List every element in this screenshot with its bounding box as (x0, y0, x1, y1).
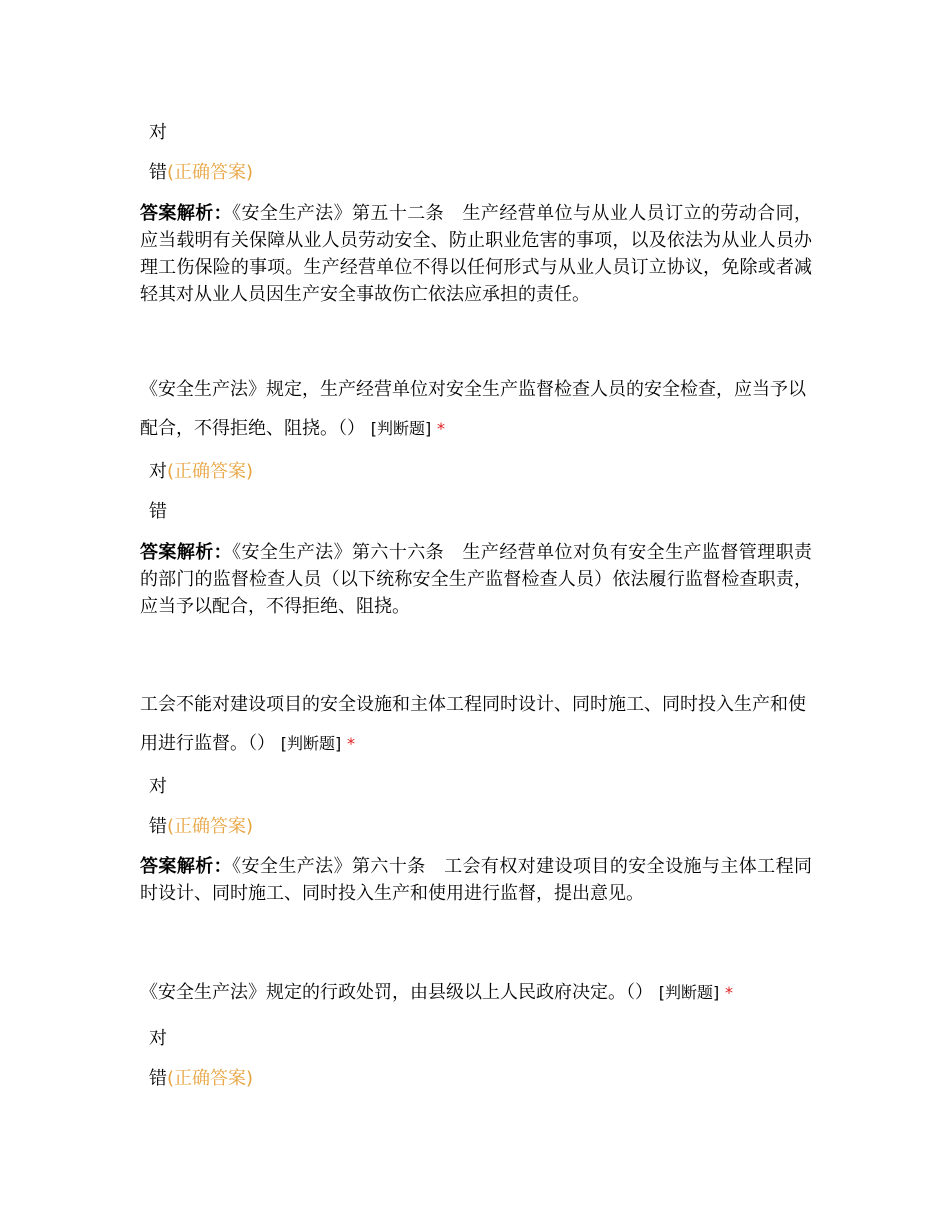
answer-analysis (140, 853, 812, 907)
question-text (140, 685, 812, 763)
option-label: 对 (149, 776, 167, 797)
required-mark: * (346, 734, 355, 753)
option-label: 对 (149, 461, 167, 482)
option[interactable] (140, 1027, 812, 1051)
analysis-text: 《安全生产法》第六十六条 生产经营单位对负有安全生产监督管理职责的部门的监督检查人员（以下统称安全生产监督检查人员）依法履行监督检查职责，应当予以配合，不得拒绝、阻挠。 (140, 542, 813, 617)
analysis-label: 答案解析： (140, 856, 233, 877)
question-type: [判断题] (658, 983, 720, 1002)
option[interactable] (140, 1067, 812, 1091)
question-stem: 《安全生产法》规定的行政处罚，由县级以上人民政府决定。（） (140, 982, 653, 1003)
analysis-text: 《安全生产法》第六十条 工会有权对建设项目的安全设施与主体工程同时设计、同时施工、同时投入生产和使用进行监督，提出意见。 (140, 856, 813, 904)
option-label: 错 (149, 501, 167, 522)
answer-analysis (140, 539, 812, 620)
option-label: 对 (149, 1028, 167, 1049)
option[interactable] (140, 775, 812, 799)
question-stem: 《安全生产法》规定，生产经营单位对安全生产监督检查人员的安全检查，应当予以配合，不得拒绝、阻挠。（） (140, 379, 806, 439)
required-mark: * (724, 983, 733, 1002)
correct-answer-tag: (正确答案) (167, 162, 254, 183)
question-type: [判断题] (280, 734, 342, 753)
option[interactable] (140, 121, 812, 145)
option-label: 错 (149, 816, 167, 837)
analysis-label: 答案解析： (140, 542, 233, 563)
option-label: 错 (149, 162, 167, 183)
option[interactable] (140, 460, 812, 484)
option-label: 对 (149, 122, 167, 143)
correct-answer-tag: (正确答案) (167, 1068, 254, 1089)
option[interactable] (140, 161, 812, 185)
question-stem: 工会不能对建设项目的安全设施和主体工程同时设计、同时施工、同时投入生产和使用进行监督。（） (140, 694, 806, 754)
question-text (140, 973, 812, 1012)
option[interactable] (140, 815, 812, 839)
option[interactable] (140, 500, 812, 524)
question-text (140, 370, 812, 448)
analysis-label: 答案解析： (140, 203, 233, 224)
question-type: [判断题] (370, 419, 432, 438)
option-label: 错 (149, 1068, 167, 1089)
correct-answer-tag: (正确答案) (167, 461, 254, 482)
required-mark: * (436, 419, 445, 438)
correct-answer-tag: (正确答案) (167, 816, 254, 837)
analysis-text: 《安全生产法》第五十二条 生产经营单位与从业人员订立的劳动合同，应当载明有关保障从业人员劳动安全、防止职业危害的事项，以及依法为从业人员办理工伤保险的事项。生产经营单位不得以任何形式与从业人员订立协议，免除或者减轻其对从业人员因生产安全事故伤亡依法应承担的责任。 (140, 203, 813, 305)
answer-analysis (140, 200, 812, 308)
